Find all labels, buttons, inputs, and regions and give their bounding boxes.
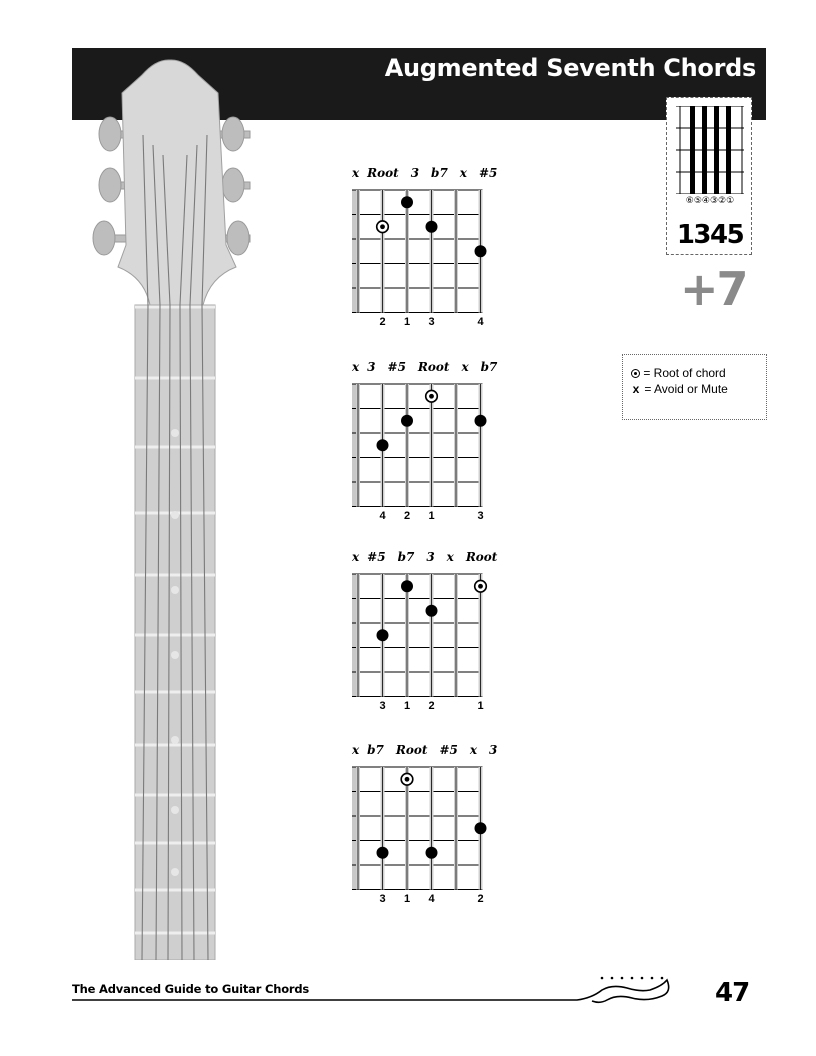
- legend-mute-text: = Avoid or Mute: [644, 382, 728, 396]
- finger-number: 4: [379, 510, 386, 522]
- fretboard-grid: [352, 765, 502, 891]
- finger-dot: [426, 605, 438, 617]
- chord-tone-label: 3: [410, 166, 420, 180]
- chord-tone-label: #5: [367, 550, 386, 564]
- finger-number: 3: [379, 700, 386, 712]
- headstock: [118, 60, 236, 305]
- chord-tone-labels: [352, 360, 502, 378]
- finger-numbers: [352, 700, 502, 716]
- chord-tone-label: Root: [367, 166, 399, 180]
- chord-tone-label: x: [446, 550, 454, 564]
- finger-number: 1: [403, 316, 411, 328]
- chord-tone-label: x: [461, 360, 469, 374]
- finger-number: 4: [428, 893, 435, 905]
- guitar-neck-illustration: [90, 55, 270, 960]
- fretboard-grid: [352, 382, 502, 508]
- finger-dot: [401, 580, 413, 592]
- finger-dot: [475, 245, 487, 257]
- chord-tone-label: #5: [439, 743, 458, 757]
- fretboard-grid: [352, 188, 502, 314]
- finger-number: 1: [403, 893, 411, 905]
- root-marker-icon: [631, 369, 640, 378]
- finger-numbers: [352, 316, 502, 332]
- finger-dot: [426, 847, 438, 859]
- chord-tone-label: x: [352, 360, 360, 374]
- chord-tone-label: x: [469, 743, 477, 757]
- string-numbers: ⑥⑤④③②①: [685, 196, 735, 206]
- chord-tone-label: Root: [417, 360, 450, 374]
- finger-number: 2: [477, 893, 484, 905]
- chord-tone-label: x: [352, 550, 360, 564]
- finger-number: 3: [477, 510, 484, 522]
- chord-tone-label: Root: [395, 743, 428, 757]
- finger-numbers: [352, 893, 502, 909]
- chord-tone-labels: [352, 550, 502, 568]
- finger-number: 4: [477, 316, 484, 328]
- page-number: 47: [715, 978, 750, 1008]
- finger-number: 1: [477, 700, 484, 712]
- finger-number: 1: [403, 700, 411, 712]
- root-note-center: [380, 224, 385, 229]
- chord-tone-label: x: [352, 166, 360, 180]
- chord-tone-label: b7: [367, 743, 384, 757]
- chord-type-card: [666, 97, 752, 255]
- finger-number: 3: [428, 316, 435, 328]
- finger-dot: [475, 415, 487, 427]
- string-indicator-icon: [676, 106, 744, 194]
- root-note-center: [405, 777, 410, 782]
- finger-number: 2: [403, 510, 411, 522]
- finger-dot: [426, 221, 438, 233]
- chord-tone-label: #5: [387, 360, 406, 374]
- chord-tone-label: x: [459, 166, 467, 180]
- chord-tone-label: 3: [367, 360, 376, 374]
- finger-dot: [377, 439, 389, 451]
- root-note-center: [429, 394, 434, 399]
- chord-symbol: +7: [680, 262, 747, 316]
- legend-root-row: [631, 365, 766, 381]
- chord-tone-label: x: [352, 743, 360, 757]
- book-title: The Advanced Guide to Guitar Chords: [72, 982, 310, 996]
- chord-tone-label: b7: [431, 166, 448, 180]
- chord-tone-label: b7: [480, 360, 498, 374]
- chord-tone-label: b7: [397, 550, 415, 564]
- legend-box: [622, 354, 767, 420]
- finger-dot: [377, 847, 389, 859]
- legend-root-text: = Root of chord: [643, 366, 726, 380]
- legend-mute-row: [631, 381, 766, 397]
- fretboard-grid: [352, 572, 502, 698]
- chord-tone-label: #5: [478, 166, 498, 180]
- finger-number: 3: [379, 893, 386, 905]
- finger-number: 2: [379, 316, 386, 328]
- root-note-center: [478, 584, 483, 589]
- chord-tone-label: 3: [426, 550, 435, 564]
- strings-used: 1345: [676, 220, 744, 250]
- finger-number: 2: [428, 700, 435, 712]
- page-title: Augmented Seventh Chords: [384, 54, 756, 82]
- finger-numbers: [352, 510, 502, 526]
- chord-tone-label: 3: [489, 743, 498, 757]
- finger-number: 1: [428, 510, 435, 522]
- finger-dot: [475, 822, 487, 834]
- finger-dot: [401, 415, 413, 427]
- chord-tone-label: Root: [465, 550, 498, 564]
- chord-tone-labels: [352, 743, 502, 761]
- finger-dot: [401, 196, 413, 208]
- finger-dot: [377, 629, 389, 641]
- mute-marker: x: [632, 382, 640, 396]
- chord-tone-labels: [352, 166, 502, 184]
